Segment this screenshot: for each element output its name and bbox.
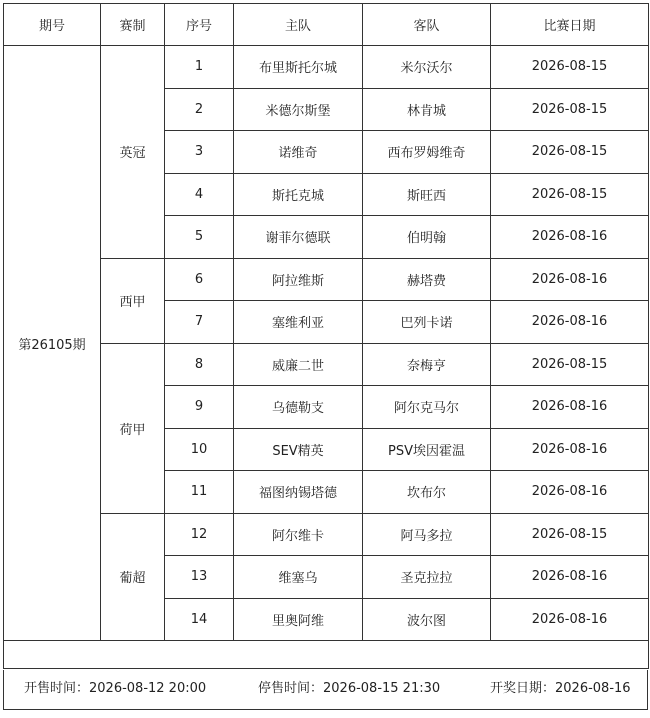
- match-date: 2026-08-16: [491, 556, 649, 599]
- home-team: 维塞乌: [234, 556, 363, 599]
- match-number: 7: [165, 301, 234, 344]
- away-team: 圣克拉拉: [363, 556, 491, 599]
- match-date: 2026-08-16: [491, 258, 649, 301]
- home-team: 福图纳锡塔德: [234, 471, 363, 514]
- blank-cell: [4, 641, 649, 669]
- home-team: 诺维奇: [234, 131, 363, 174]
- table-row: [4, 343, 649, 386]
- header-number: 序号: [165, 4, 234, 46]
- draw-date: 开奖日期：2026-08-16: [490, 681, 631, 696]
- home-team: 乌德勒支: [234, 386, 363, 429]
- match-number: 5: [165, 216, 234, 259]
- home-team: 布里斯托尔城: [234, 46, 363, 89]
- blank-row: [4, 641, 649, 669]
- match-date: 2026-08-15: [491, 173, 649, 216]
- sale-start-time: 开售时间：2026-08-12 20:00: [24, 681, 207, 696]
- match-date: 2026-08-15: [491, 88, 649, 131]
- sale-info-footer: [3, 670, 648, 710]
- league-cell: 荷甲: [101, 343, 165, 513]
- home-team: 阿尔维卡: [234, 513, 363, 556]
- match-number: 10: [165, 428, 234, 471]
- issue-cell: 第26105期: [4, 46, 101, 641]
- table-row: [4, 258, 649, 301]
- sale-stop-time: 停售时间：2026-08-15 21:30: [258, 681, 441, 696]
- away-team: 西布罗姆维奇: [363, 131, 491, 174]
- match-date: 2026-08-15: [491, 131, 649, 174]
- match-number: 8: [165, 343, 234, 386]
- match-date: 2026-08-16: [491, 386, 649, 429]
- away-team: 赫塔费: [363, 258, 491, 301]
- away-team: 波尔图: [363, 598, 491, 641]
- home-team: 里奥阿维: [234, 598, 363, 641]
- away-team: 林肯城: [363, 88, 491, 131]
- away-team: 阿尔克马尔: [363, 386, 491, 429]
- home-team: 塞维利亚: [234, 301, 363, 344]
- match-date: 2026-08-16: [491, 598, 649, 641]
- away-team: 坎布尔: [363, 471, 491, 514]
- away-team: PSV埃因霍温: [363, 428, 491, 471]
- header-row: [4, 4, 649, 46]
- table-row: [4, 513, 649, 556]
- header-match-date: 比赛日期: [491, 4, 649, 46]
- league-cell: 葡超: [101, 513, 165, 641]
- match-number: 4: [165, 173, 234, 216]
- header-away-team: 客队: [363, 4, 491, 46]
- away-team: 阿马多拉: [363, 513, 491, 556]
- home-team: 米德尔斯堡: [234, 88, 363, 131]
- home-team: 谢菲尔德联: [234, 216, 363, 259]
- header-issue: 期号: [4, 4, 101, 46]
- match-number: 12: [165, 513, 234, 556]
- header-home-team: 主队: [234, 4, 363, 46]
- fixture-table: [3, 3, 649, 669]
- match-number: 2: [165, 88, 234, 131]
- away-team: 斯旺西: [363, 173, 491, 216]
- home-team: 阿拉维斯: [234, 258, 363, 301]
- match-date: 2026-08-15: [491, 46, 649, 89]
- match-date: 2026-08-16: [491, 471, 649, 514]
- match-number: 6: [165, 258, 234, 301]
- header-league: 赛制: [101, 4, 165, 46]
- home-team: 斯托克城: [234, 173, 363, 216]
- match-date: 2026-08-16: [491, 216, 649, 259]
- away-team: 伯明翰: [363, 216, 491, 259]
- match-number: 1: [165, 46, 234, 89]
- match-date: 2026-08-16: [491, 428, 649, 471]
- home-team: SEV精英: [234, 428, 363, 471]
- match-number: 9: [165, 386, 234, 429]
- match-number: 14: [165, 598, 234, 641]
- away-team: 米尔沃尔: [363, 46, 491, 89]
- away-team: 奈梅亨: [363, 343, 491, 386]
- league-cell: 西甲: [101, 258, 165, 343]
- away-team: 巴列卡诺: [363, 301, 491, 344]
- match-number: 11: [165, 471, 234, 514]
- match-number: 3: [165, 131, 234, 174]
- table-row: [4, 46, 649, 89]
- match-number: 13: [165, 556, 234, 599]
- match-date: 2026-08-15: [491, 343, 649, 386]
- league-cell: 英冠: [101, 46, 165, 259]
- home-team: 威廉二世: [234, 343, 363, 386]
- match-date: 2026-08-16: [491, 301, 649, 344]
- match-date: 2026-08-15: [491, 513, 649, 556]
